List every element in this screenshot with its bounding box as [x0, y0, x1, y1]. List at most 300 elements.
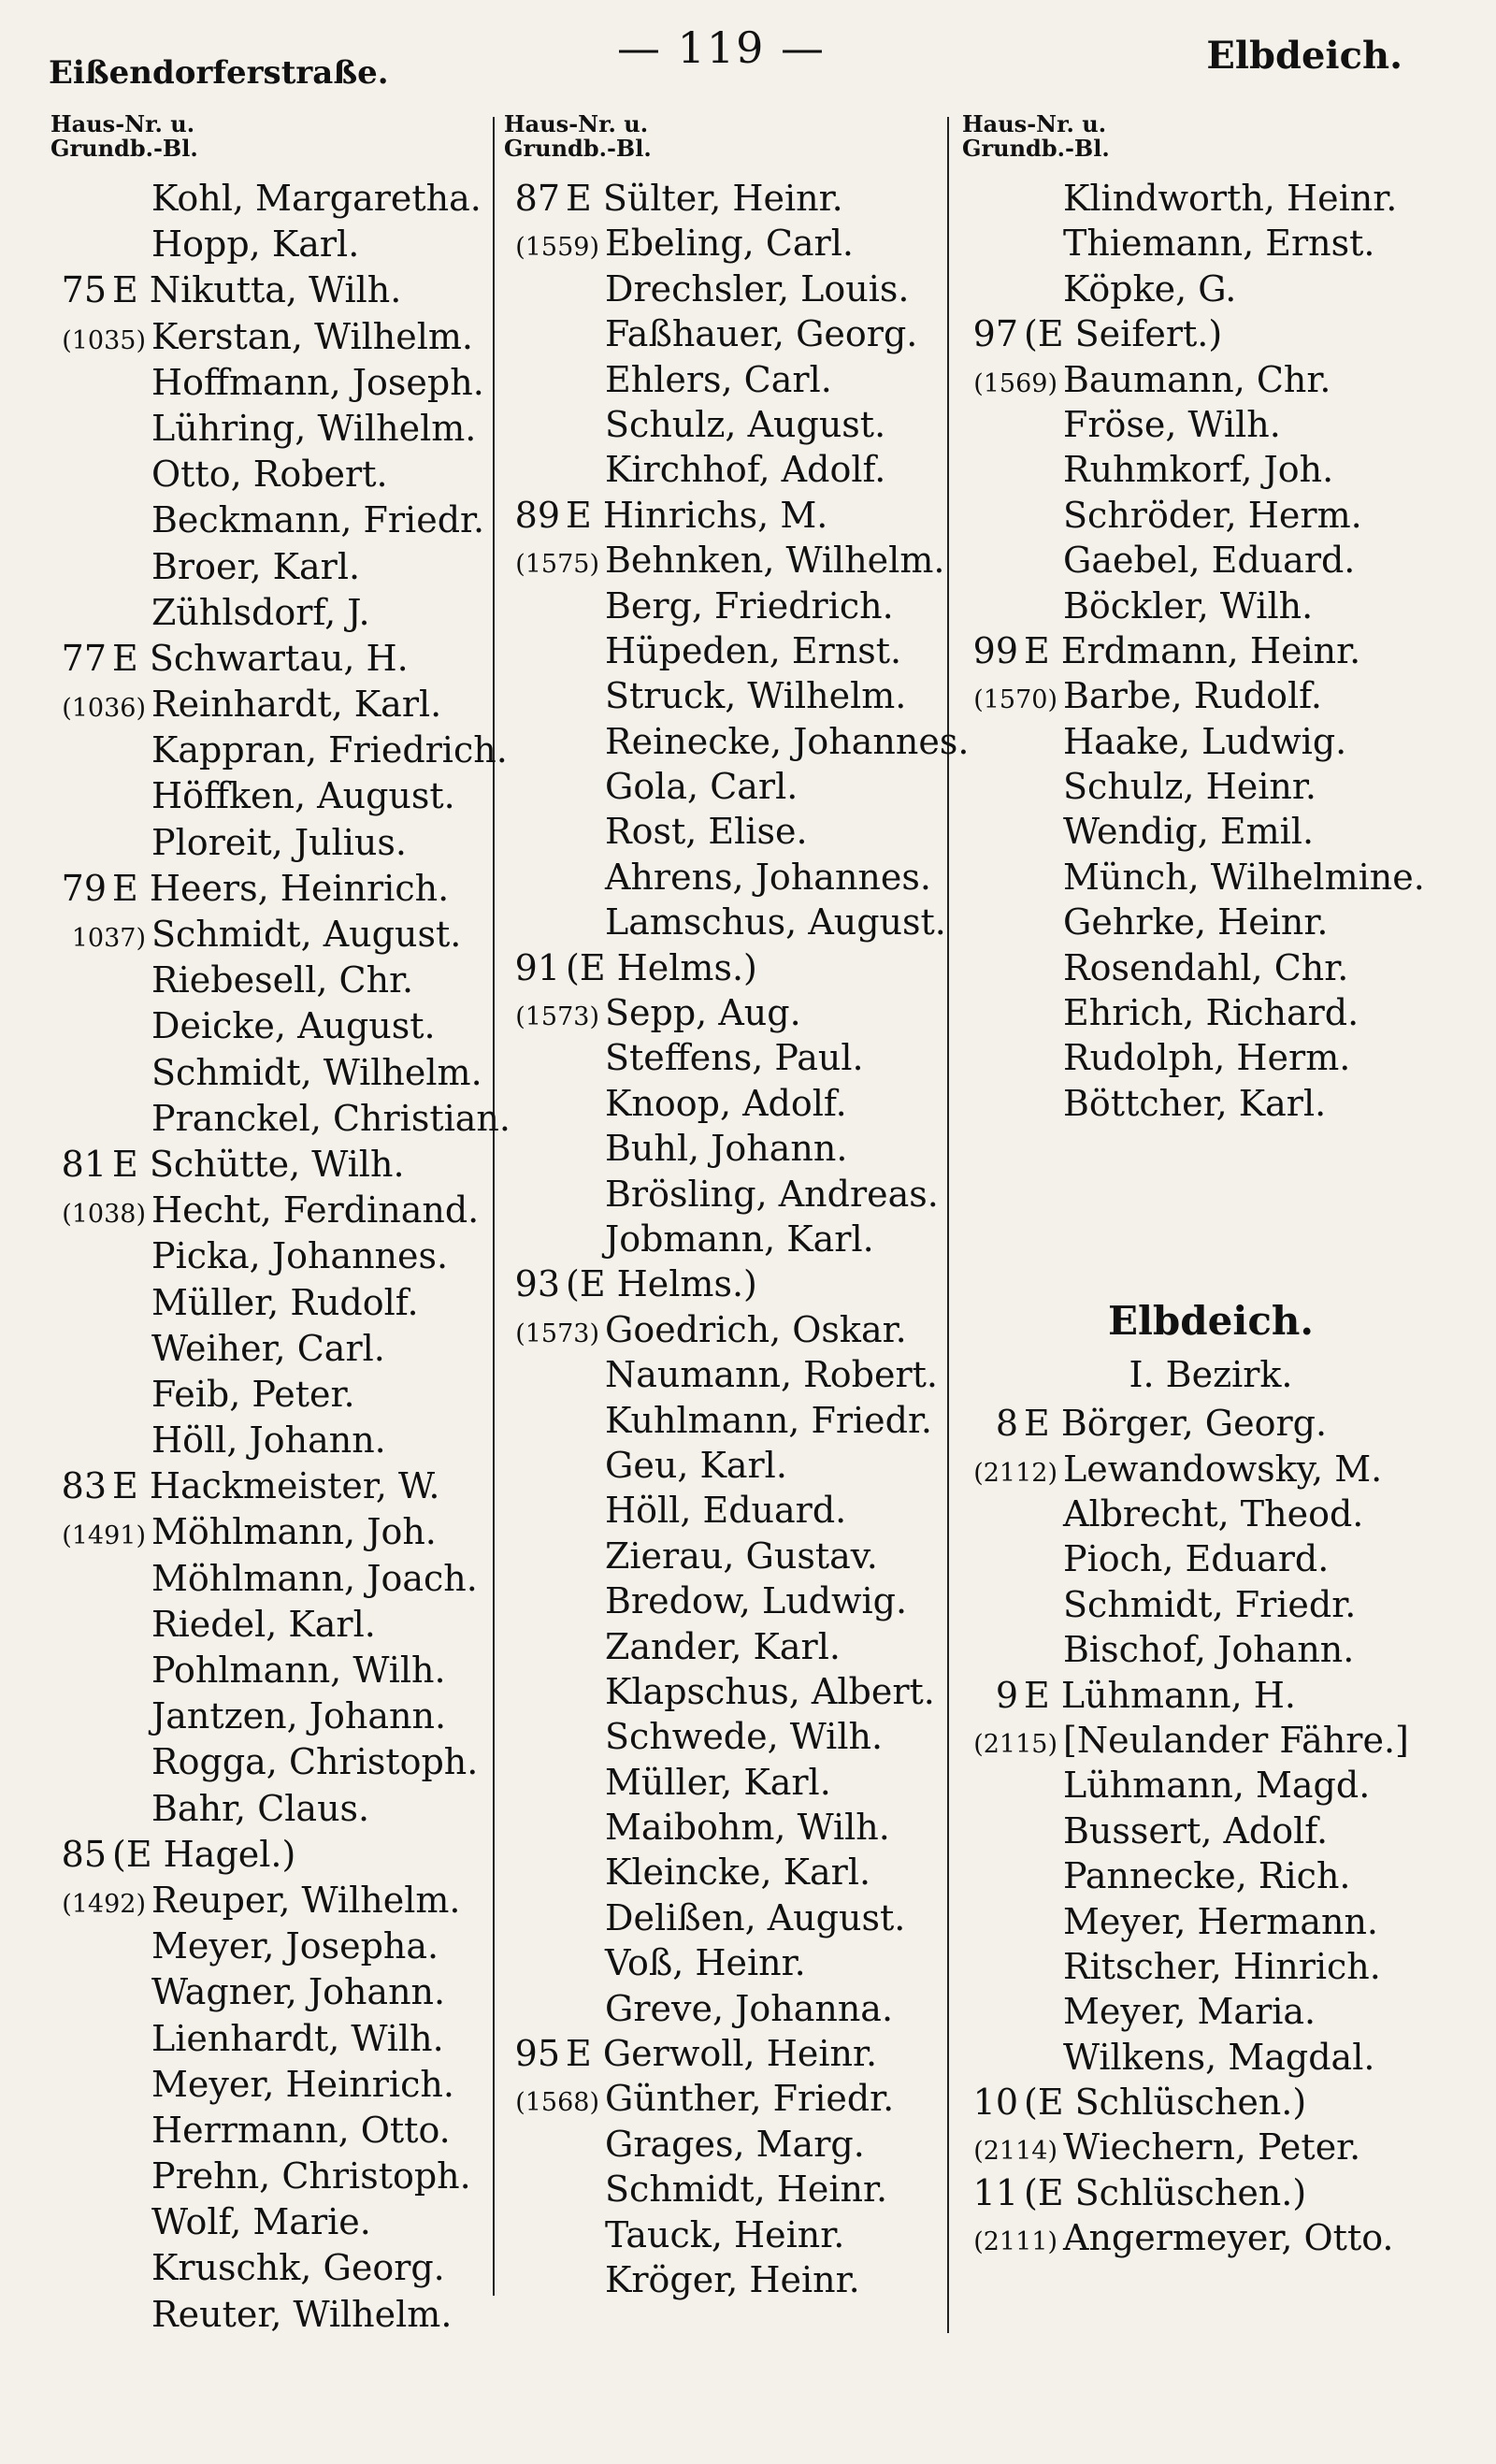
- directory-entry: [949, 1675, 1473, 1720]
- house-number: 77: [61, 637, 107, 679]
- column-2: [491, 110, 970, 2304]
- directory-entry: [37, 775, 486, 821]
- directory-entry: [37, 914, 486, 959]
- land-register-number: (1492): [62, 1889, 146, 1919]
- resident-name: E Heers, Heinrich.: [112, 867, 450, 909]
- resident-name: Schmidt, August.: [151, 914, 462, 955]
- resident-name: [Neulander Fähre.]: [1063, 1719, 1409, 1761]
- directory-entry: [491, 1942, 949, 1987]
- resident-name: E Erdmann, Heinr.: [1024, 629, 1361, 671]
- resident-name: Meyer, Hermann.: [1063, 1900, 1379, 1942]
- house-number: 8: [995, 1403, 1018, 1445]
- directory-entry: [37, 1834, 486, 1880]
- directory-entry: [949, 449, 1473, 494]
- land-register-number: (1570): [973, 685, 1057, 715]
- directory-entry: [949, 1991, 1473, 2036]
- running-head-next-street: Elbdeich.: [1206, 34, 1402, 78]
- column-header-line: Haus-Nr. u.: [50, 110, 195, 137]
- land-register-number: (1569): [973, 368, 1057, 398]
- directory-entry: [491, 495, 949, 540]
- resident-name: Weiher, Carl.: [151, 1327, 385, 1369]
- resident-name: Otto, Robert.: [151, 454, 388, 496]
- resident-name: Kleincke, Karl.: [605, 1852, 871, 1894]
- entry-gutter: [949, 2126, 1063, 2168]
- resident-name: Naumann, Robert.: [605, 1354, 938, 1396]
- running-head-street: Eißendorferstraße.: [49, 54, 389, 92]
- entry-gutter: [491, 178, 566, 219]
- directory-entry: [491, 720, 970, 766]
- resident-name: Ruhmkorf, Joh.: [1063, 449, 1334, 491]
- directory-entry: [949, 1403, 1473, 1448]
- house-number: 91: [514, 946, 560, 988]
- entry-gutter: [949, 313, 1024, 354]
- resident-name: Brösling, Andreas.: [605, 1173, 939, 1215]
- house-number: 89: [514, 494, 560, 536]
- entry-gutter: [949, 1403, 1024, 1444]
- directory-entry: [491, 992, 949, 1037]
- resident-name: Berg, Friedrich.: [605, 584, 894, 627]
- house-number: 11: [972, 2171, 1018, 2213]
- resident-name: Thiemann, Ernst.: [1063, 223, 1375, 265]
- directory-entry: [491, 1671, 949, 1716]
- directory-entry: [949, 675, 1473, 720]
- resident-name: E Gerwoll, Heinr.: [566, 2033, 878, 2075]
- directory-entry: [949, 1901, 1473, 1946]
- resident-name: Schmidt, Wilhelm.: [151, 1051, 482, 1093]
- directory-entry: [491, 359, 949, 404]
- resident-name: Hüpeden, Ernst.: [605, 629, 902, 671]
- resident-name: Kerstan, Wilhelm.: [151, 315, 474, 357]
- district-heading: I. Bezirk.: [1129, 1354, 1293, 1396]
- entry-list: [949, 1403, 1473, 2262]
- resident-name: Reuper, Wilhelm.: [151, 1879, 461, 1921]
- resident-name: Müller, Rudolf.: [151, 1281, 419, 1323]
- directory-entry: [491, 1309, 949, 1354]
- directory-entry: [491, 675, 949, 720]
- directory-entry: [37, 1511, 486, 1557]
- land-register-number: (1575): [515, 550, 599, 580]
- directory-entry: [37, 1052, 486, 1098]
- house-number: 99: [972, 629, 1018, 671]
- resident-name: Lühmann, Magd.: [1063, 1765, 1371, 1807]
- directory-entry: [37, 684, 486, 729]
- resident-name: Drechsler, Louis.: [605, 267, 910, 310]
- directory-entry: [949, 1584, 1473, 1629]
- resident-name: Reinhardt, Karl.: [151, 684, 442, 726]
- resident-name: Schulz, Heinr.: [1063, 766, 1316, 808]
- resident-name: Ploreit, Julius.: [151, 821, 407, 863]
- directory-entry: [37, 638, 486, 684]
- directory-entry: [37, 269, 486, 315]
- resident-name: (E Helms.): [566, 946, 757, 988]
- entry-gutter: [37, 638, 112, 679]
- entry-list: [37, 178, 511, 2340]
- directory-entry: [491, 947, 949, 992]
- directory-entry: [491, 223, 949, 267]
- directory-entry: [37, 729, 508, 775]
- directory-entry: [37, 223, 486, 269]
- entry-gutter: [37, 269, 112, 310]
- resident-name: Zander, Karl.: [605, 1625, 841, 1667]
- directory-entry: [949, 766, 1473, 811]
- resident-name: Fröse, Wilh.: [1063, 403, 1281, 445]
- resident-name: Zierau, Gustav.: [605, 1535, 878, 1577]
- entry-gutter: [949, 675, 1063, 716]
- resident-name: E Schwartau, H.: [112, 637, 409, 679]
- house-number: 9: [995, 1674, 1018, 1716]
- resident-name: Wagner, Johann.: [151, 1971, 446, 2013]
- directory-entry: [491, 811, 949, 856]
- resident-name: Höffken, August.: [151, 775, 455, 817]
- column-header: [491, 112, 949, 178]
- resident-name: Schulz, August.: [605, 403, 886, 445]
- directory-entry: [491, 1988, 949, 2033]
- directory-entry: [491, 178, 949, 223]
- directory-entry: [949, 585, 1473, 630]
- house-number: 83: [61, 1465, 107, 1507]
- directory-entry: [949, 313, 1473, 358]
- resident-name: Rudolph, Herm.: [1063, 1037, 1351, 1079]
- page-number: — 119 —: [617, 22, 827, 73]
- entry-gutter: [37, 868, 112, 909]
- resident-name: Münch, Wilhelmine.: [1063, 856, 1425, 898]
- entry-gutter: [37, 1880, 151, 1921]
- house-number: 93: [514, 1263, 560, 1305]
- resident-name: Hoffmann, Joseph.: [151, 361, 484, 403]
- directory-entry: [949, 495, 1473, 540]
- directory-entry: [491, 2078, 949, 2123]
- directory-entry: [491, 1897, 949, 1942]
- directory-entry: [37, 1465, 486, 1511]
- running-head: [0, 22, 1496, 92]
- directory-entry: [949, 947, 1473, 992]
- resident-name: Kappran, Friedrich.: [151, 729, 508, 771]
- directory-entry: [949, 992, 1473, 1037]
- resident-name: Meyer, Heinrich.: [151, 2063, 454, 2105]
- resident-name: Böckler, Wilh.: [1063, 584, 1314, 627]
- entry-gutter: [491, 992, 605, 1033]
- directory-entry: [37, 2018, 486, 2064]
- directory-entry: [491, 857, 949, 901]
- entry-gutter: [37, 1465, 112, 1506]
- directory-entry: [37, 2155, 486, 2201]
- resident-name: Rosendahl, Chr.: [1063, 946, 1349, 988]
- directory-entry: [37, 362, 486, 408]
- land-register-number: (2111): [973, 2227, 1057, 2257]
- entry-gutter: [37, 1189, 151, 1231]
- land-register-number: (2114): [973, 2137, 1057, 2167]
- directory-entry: [491, 1490, 949, 1535]
- resident-name: Prehn, Christoph.: [151, 2155, 471, 2197]
- resident-name: Broer, Karl.: [151, 545, 361, 587]
- directory-entry: [491, 1400, 949, 1445]
- directory-entry: [37, 1880, 486, 1925]
- resident-name: Bussert, Adolf.: [1063, 1809, 1329, 1852]
- directory-entry: [949, 2037, 1473, 2082]
- resident-name: Pioch, Eduard.: [1063, 1538, 1330, 1580]
- resident-name: Zühlsdorf, J.: [151, 591, 370, 633]
- section-title: Elbdeich.: [1107, 1298, 1315, 1345]
- entry-gutter: [491, 947, 566, 988]
- resident-name: Kirchhof, Adolf.: [605, 449, 886, 491]
- directory-entry: [949, 1538, 1473, 1583]
- directory-entry: [37, 592, 486, 638]
- land-register-number: (1038): [62, 1200, 146, 1230]
- directory-entry: [949, 1810, 1473, 1855]
- resident-name: Möhlmann, Joach.: [151, 1557, 478, 1599]
- resident-name: Klapschus, Albert.: [605, 1670, 935, 1712]
- resident-name: (E Schlüschen.): [1024, 2171, 1307, 2213]
- directory-entry: [491, 1626, 949, 1671]
- resident-name: E Lühmann, H.: [1024, 1674, 1297, 1716]
- resident-name: Möhlmann, Joh.: [151, 1511, 437, 1553]
- resident-name: Hecht, Ferdinand.: [151, 1189, 480, 1232]
- directory-entry: [37, 2064, 486, 2110]
- entry-gutter: [37, 914, 151, 955]
- resident-name: Günther, Friedr.: [605, 2078, 895, 2120]
- section-spacer: [949, 1128, 1473, 1268]
- directory-entry: [949, 178, 1473, 223]
- directory-entry: [491, 313, 949, 358]
- resident-name: Gola, Carl.: [605, 766, 798, 808]
- house-number: 75: [61, 269, 107, 311]
- directory-entry: [37, 1604, 486, 1650]
- entry-gutter: [949, 1675, 1024, 1716]
- resident-name: (E Hagel.): [112, 1833, 296, 1875]
- directory-entry: [491, 1716, 949, 1761]
- directory-entry: [491, 1083, 949, 1128]
- resident-name: Herrmann, Otto.: [151, 2109, 451, 2151]
- entry-gutter: [949, 359, 1063, 400]
- resident-name: Jobmann, Karl.: [605, 1218, 874, 1260]
- house-number: 97: [972, 313, 1018, 355]
- directory-entry: [491, 1354, 949, 1399]
- directory-entry: [949, 630, 1473, 675]
- resident-name: Ebeling, Carl.: [605, 223, 854, 265]
- resident-name: E Schütte, Wilh.: [112, 1143, 405, 1185]
- entry-gutter: [949, 630, 1024, 671]
- resident-name: Deicke, August.: [151, 1005, 436, 1047]
- directory-entry: [37, 1097, 511, 1144]
- resident-name: Haake, Ludwig.: [1063, 720, 1347, 762]
- house-number: 87: [514, 178, 560, 219]
- entry-gutter: [491, 2078, 605, 2119]
- land-register-number: (1036): [62, 694, 146, 724]
- directory-entry: [491, 1174, 949, 1218]
- entry-gutter: [37, 1144, 112, 1185]
- resident-name: Wendig, Emil.: [1063, 811, 1315, 853]
- resident-name: Ahrens, Johannes.: [605, 856, 931, 898]
- entry-gutter: [491, 495, 566, 536]
- entry-gutter: [491, 1263, 566, 1304]
- resident-name: Feib, Peter.: [151, 1373, 355, 1415]
- resident-name: Lewandowsky, M.: [1063, 1448, 1383, 1490]
- directory-entry: [949, 1448, 1473, 1493]
- directory-entry: [37, 1558, 486, 1604]
- entry-gutter: [37, 1834, 112, 1875]
- resident-name: Albrecht, Theod.: [1063, 1492, 1364, 1535]
- resident-name: Klindworth, Heinr.: [1063, 178, 1398, 219]
- resident-name: Pohlmann, Wilh.: [151, 1650, 446, 1691]
- resident-name: Kruschk, Georg.: [151, 2247, 445, 2289]
- resident-name: Bischof, Johann.: [1063, 1629, 1355, 1671]
- resident-name: Reinecke, Johannes.: [605, 720, 970, 762]
- directory-entry: [37, 1650, 486, 1695]
- resident-name: Ehrich, Richard.: [1063, 992, 1359, 1034]
- column-3: [949, 112, 1473, 2263]
- resident-name: Bredow, Ludwig.: [605, 1580, 908, 1622]
- resident-name: Baumann, Chr.: [1063, 358, 1331, 400]
- resident-name: Jantzen, Johann.: [151, 1695, 447, 1737]
- resident-name: Lühring, Wilhelm.: [151, 407, 477, 449]
- entry-gutter: [949, 2172, 1024, 2213]
- house-number: 95: [514, 2033, 560, 2075]
- directory-entry: [949, 811, 1473, 856]
- resident-name: Höll, Johann.: [151, 1419, 386, 1462]
- directory-entry: [949, 540, 1473, 584]
- resident-name: Meyer, Maria.: [1063, 1991, 1316, 2033]
- resident-name: Schmidt, Heinr.: [605, 2169, 888, 2211]
- resident-name: Rogga, Christoph.: [151, 1741, 479, 1783]
- resident-name: Picka, Johannes.: [151, 1235, 449, 1277]
- entry-gutter: [37, 316, 151, 357]
- resident-name: Struck, Wilhelm.: [605, 675, 907, 717]
- land-register-number: (2112): [973, 1458, 1057, 1488]
- entry-gutter: [949, 2217, 1063, 2258]
- resident-name: Lienhardt, Wilh.: [151, 2017, 444, 2059]
- resident-name: Kohl, Margaretha.: [151, 178, 482, 219]
- directory-entry: [949, 1083, 1473, 1128]
- directory-entry: [37, 2294, 486, 2340]
- resident-name: E Börger, Georg.: [1024, 1403, 1328, 1445]
- directory-entry: [491, 630, 949, 675]
- directory-entry: [37, 454, 486, 499]
- directory-entry: [37, 408, 486, 454]
- resident-name: Pranckel, Christian.: [151, 1097, 511, 1139]
- land-register-number: (1559): [515, 233, 599, 263]
- resident-name: Gaebel, Eduard.: [1063, 540, 1356, 582]
- resident-name: Barbe, Rudolf.: [1063, 675, 1322, 717]
- directory-entry: [37, 1328, 486, 1374]
- directory-entry: [37, 1374, 486, 1419]
- column-header: [949, 112, 1473, 178]
- directory-entry: [491, 1807, 949, 1852]
- resident-name: Wilkens, Magdal.: [1063, 2036, 1375, 2078]
- resident-name: Wolf, Marie.: [151, 2201, 371, 2243]
- directory-entry: [491, 1037, 949, 1082]
- directory-entry: [37, 316, 486, 362]
- directory-entry: [37, 868, 486, 914]
- directory-entry: [491, 901, 949, 946]
- resident-name: Maibohm, Wilh.: [605, 1807, 890, 1849]
- resident-name: Buhl, Johann.: [605, 1128, 848, 1170]
- land-register-number: (2115): [973, 1729, 1057, 1759]
- directory-entry: [949, 857, 1473, 901]
- resident-name: Schröder, Herm.: [1063, 494, 1362, 536]
- resident-name: Angermeyer, Otto.: [1063, 2217, 1394, 2259]
- directory-entry: [491, 1580, 949, 1625]
- directory-entry: [37, 1189, 486, 1235]
- directory-entry: [37, 1741, 486, 1787]
- house-number: 85: [61, 1833, 107, 1875]
- directory-entry: [949, 1493, 1473, 1538]
- land-register-number: (1568): [515, 2088, 599, 2118]
- directory-entry: [37, 1925, 486, 1971]
- directory-entry: [491, 1128, 949, 1173]
- resident-name: Grages, Marg.: [605, 2123, 865, 2165]
- directory-entry: [491, 1535, 949, 1580]
- resident-name: Kröger, Heinr.: [605, 2258, 860, 2300]
- resident-name: Höll, Eduard.: [605, 1490, 847, 1532]
- directory-entry: [949, 2126, 1473, 2171]
- directory-entry: [37, 1419, 486, 1465]
- column-header-line: Grundb.-Bl.: [50, 135, 198, 162]
- resident-name: Ehlers, Carl.: [605, 358, 832, 400]
- entry-gutter: [491, 2033, 566, 2074]
- directory-entry: [37, 1788, 486, 1834]
- resident-name: Riebesell, Chr.: [151, 959, 414, 1001]
- resident-name: Lamschus, August.: [605, 901, 946, 944]
- column-header: [37, 112, 486, 178]
- directory-entry: [37, 1235, 486, 1281]
- directory-entry: [491, 585, 949, 630]
- entry-gutter: [491, 223, 605, 264]
- directory-entry: [491, 404, 949, 449]
- column-header-line: Haus-Nr. u.: [962, 110, 1107, 137]
- house-number: 10: [972, 2082, 1018, 2124]
- directory-entry: [37, 2110, 486, 2155]
- resident-name: Voß, Heinr.: [605, 1942, 806, 1984]
- entry-gutter: [491, 1309, 605, 1350]
- column-1: [37, 110, 511, 2340]
- directory-entry: [949, 1629, 1473, 1674]
- resident-name: Riedel, Karl.: [151, 1603, 376, 1645]
- directory-entry: [491, 268, 949, 313]
- land-register-number: 1037): [71, 924, 146, 953]
- land-register-number: (1035): [62, 325, 146, 355]
- directory-entry: [491, 1762, 949, 1807]
- resident-name: Reuter, Wilhelm.: [151, 2293, 453, 2335]
- directory-entry: [37, 1005, 486, 1051]
- directory-entry: [491, 2169, 949, 2213]
- directory-entry: [491, 1852, 949, 1896]
- entry-gutter: [949, 2082, 1024, 2123]
- entry-gutter: [949, 1448, 1063, 1490]
- directory-entry: [37, 1695, 486, 1741]
- directory-entry: [491, 540, 949, 584]
- directory-entry: [37, 546, 486, 592]
- resident-name: Wiechern, Peter.: [1063, 2126, 1361, 2169]
- resident-name: Gehrke, Heinr.: [1063, 901, 1329, 944]
- resident-name: Behnken, Wilhelm.: [605, 540, 945, 582]
- directory-entry: [37, 1144, 486, 1189]
- resident-name: Delißen, August.: [605, 1896, 906, 1938]
- directory-entry: [37, 499, 486, 545]
- resident-name: Köpke, G.: [1063, 267, 1237, 310]
- entry-gutter: [37, 1511, 151, 1552]
- directory-entry: [949, 268, 1473, 313]
- entry-gutter: [37, 684, 151, 725]
- directory-entry: [491, 2033, 949, 2078]
- directory-entry: [491, 449, 949, 494]
- land-register-number: (1573): [515, 1318, 599, 1348]
- resident-name: (E Seifert.): [1024, 313, 1223, 355]
- resident-name: Böttcher, Karl.: [1063, 1082, 1327, 1124]
- resident-name: Faßhauer, Georg.: [605, 313, 918, 355]
- entry-gutter: [491, 540, 605, 581]
- directory-entry: [949, 1765, 1473, 1809]
- resident-name: Sepp, Aug.: [605, 992, 801, 1034]
